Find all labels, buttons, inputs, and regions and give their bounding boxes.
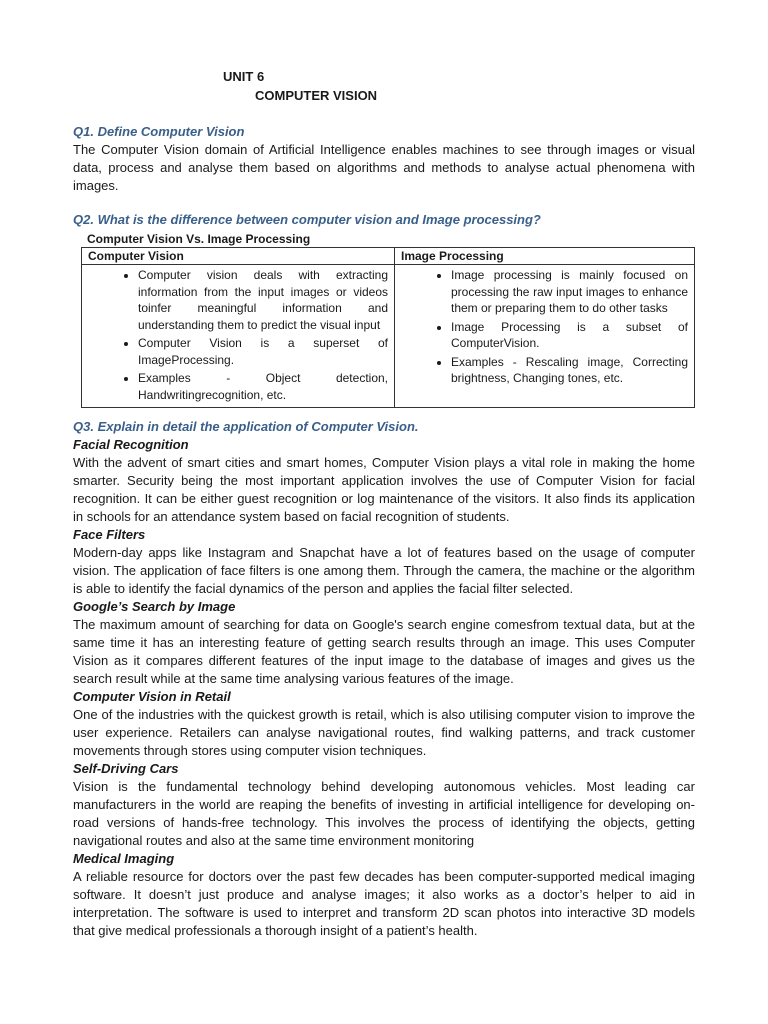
table-header-ip: Image Processing <box>395 248 695 265</box>
section-text-google-search: The maximum amount of searching for data on Google's search engine comesfrom textual data, but at the same time it has an interesting feature of getting search results through an image. This uses Computer Vision as it compares different features of the input image to the database of images and gives us the search result while at the same time analysing various features of the image. <box>73 617 695 686</box>
section-text-face-filters: Modern-day apps like Instagram and Snapchat have a lot of features based on the usage of computer vision. The application of face filters is one among them. Through the camera, the machine or the algorithm is able to identify the facial dynamics of the person and applies the facial filter selected. <box>73 545 695 596</box>
list-item: • Computer Vision is a superset of ImageProcessing. <box>138 335 388 368</box>
list-item: • Examples - Rescaling image, Correcting brightness, Changing tones, etc. <box>451 354 688 387</box>
cv-cell <box>82 265 395 408</box>
section-text-facial-recognition: With the advent of smart cities and smart homes, Computer Vision plays a vital role in making the home smarter. Security being the most important application involves the use of Computer Vision for facial recognition. It can be either guest recognition or log maintenance of the visitors. It also finds its application in schools for an attendance system based on facial recognition of students. <box>73 455 695 524</box>
page-title: COMPUTER VISION <box>255 88 378 103</box>
document-body <box>73 123 695 940</box>
section-title-facial-recognition: Facial Recognition <box>73 437 189 452</box>
table-caption: Computer Vision Vs. Image Processing <box>87 232 311 246</box>
q1-answer: The Computer Vision domain of Artificial Intelligence enables machines to see through images or visual data, process and analyse them based on algorithms and methods to analyse actual phenomena with images. <box>73 142 695 193</box>
section-title-google-search: Google’s Search by Image <box>73 599 236 614</box>
table-header-cv: Computer Vision <box>82 248 395 265</box>
list-item: • Computer vision deals with extracting information from the input images or videos toinfer meaningful information and understanding them to predict the visual input <box>138 267 388 333</box>
section-title-medical-imaging: Medical Imaging <box>73 851 175 866</box>
q1-heading: Q1. Define Computer Vision <box>73 124 245 139</box>
section-title-self-driving: Self-Driving Cars <box>73 761 179 776</box>
ip-cell <box>395 265 695 408</box>
ip-list <box>395 267 688 387</box>
list-item: • Image Processing is a subset of ComputerVision. <box>451 319 688 352</box>
unit-heading: UNIT 6 <box>223 69 265 84</box>
list-item: • Image processing is mainly focused on processing the raw input images to enhance them or preparing them to do other tasks <box>451 267 688 317</box>
section-text-self-driving: Vision is the fundamental technology behind developing autonomous vehicles. Most leading car manufacturers in the world are reaping the benefits of investing in artificial intelligence for developing on-road versions of hands-free technology. This involves the process of identifying the objects, getting navigational routes and also at the same time environment monitoring <box>73 779 695 848</box>
section-title-face-filters: Face Filters <box>73 527 146 542</box>
q3-heading: Q3. Explain in detail the application of Computer Vision. <box>73 419 419 434</box>
comparison-table <box>81 247 695 408</box>
cv-list <box>82 267 388 403</box>
q2-heading: Q2. What is the difference between computer vision and Image processing? <box>73 212 541 227</box>
list-item: • Examples - Object detection, Handwritingrecognition, etc. <box>138 370 388 403</box>
section-text-medical-imaging: A reliable resource for doctors over the past few decades has been computer-supported medical imaging software. It doesn’t just produce and analyse images; it also works as a doctor’s helper to aid in interpretation. The software is used to interpret and transform 2D scan photos into interactive 3D models that give medical professionals a thorough insight of a patient’s health. <box>73 869 695 938</box>
section-title-retail: Computer Vision in Retail <box>73 689 231 704</box>
section-text-retail: One of the industries with the quickest growth is retail, which is also utilising computer vision to improve the user experience. Retailers can analyse navigational routes, find walking patterns, and track customer movements through stores using computer vision techniques. <box>73 707 695 758</box>
